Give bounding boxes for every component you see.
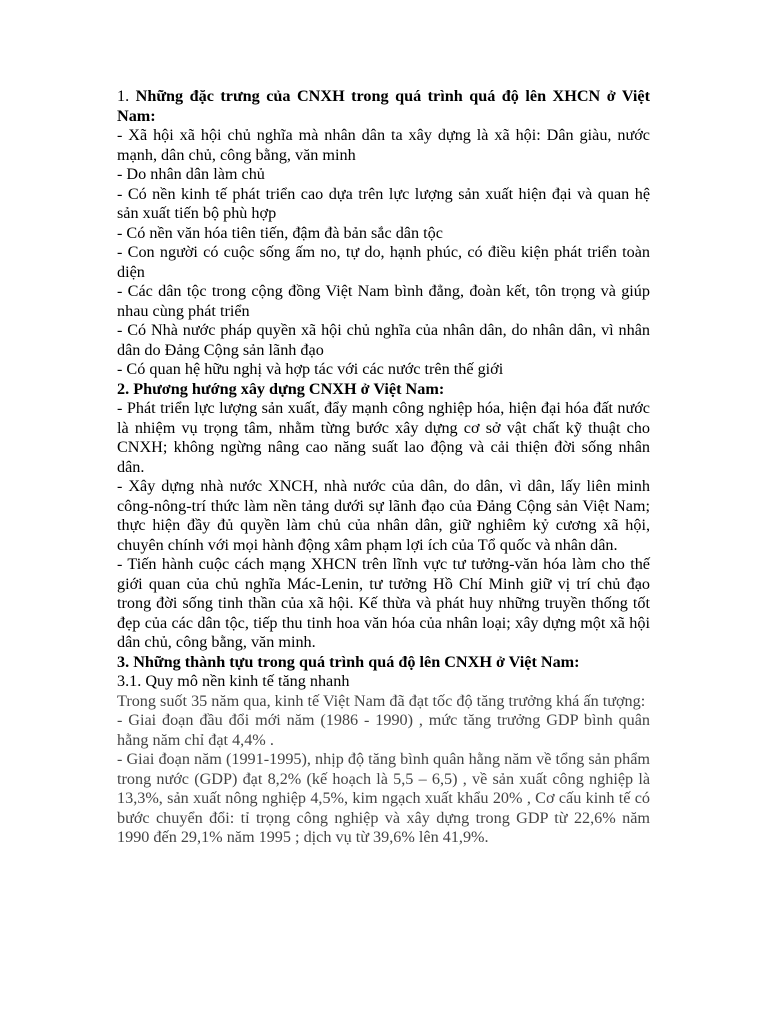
section1-number: 1. (117, 87, 136, 105)
section2-item: - Tiến hành cuộc cách mạng XHCN trên lĩnh vực tư tưởng-văn hóa làm cho thế giới quan của chủ nghĩa Mác-Lenin, tư tưởng Hồ Chí Minh giữ vị trí chủ đạo trong đời sống tinh thần của xã hội. Kế thừa và phát huy những truyền thống tốt đẹp của các dân tộc, tiếp thu tinh hoa văn hóa của nhân loại; xây dựng một xã hội dân chủ, công bằng, văn minh. (117, 555, 650, 651)
section3-item: - Giai đoạn năm (1991-1995), nhịp độ tăng bình quân hằng năm về tổng sản phẩm trong nước (GDP) đạt 8,2% (kế hoạch là 5,5 – 6,5) , về sản xuất công nghiệp là 13,3%, sản xuất nông nghiệp 4,5%, kim ngạch xuất khẩu 20% , Cơ cấu kinh tế có bước chuyển đổi: tỉ trọng công nghiệp và xây dựng trong GDP từ 22,6% năm 1990 đến 29,1% năm 1995 ; dịch vụ từ 39,6% lên 41,9%. (117, 750, 650, 846)
section3-item: Trong suốt 35 năm qua, kinh tế Việt Nam đã đạt tốc độ tăng trưởng khá ấn tượng: (117, 691, 646, 710)
section2-item: - Xây dựng nhà nước XNCH, nhà nước của dân, do dân, vì dân, lấy liên minh công-nông-trí thức làm nền tảng dưới sự lãnh đạo của Đảng Cộng sản Việt Nam; thực hiện đầy đủ quyền làm chủ của nhân dân, giữ nghiêm kỷ cương xã hội, chuyên chính với mọi hành động xâm phạm lợi ích của Tổ quốc và nhân dân. (117, 477, 650, 554)
section1-item: - Xã hội xã hội chủ nghĩa mà nhân dân ta xây dựng là xã hội: Dân giàu, nước mạnh, dân chủ, công bằng, văn minh (117, 126, 650, 164)
section2-heading: 2. Phương hướng xây dựng CNXH ở Việt Nam: (117, 379, 445, 398)
section2-item: - Phát triển lực lượng sản xuất, đẩy mạnh công nghiệp hóa, hiện đại hóa đất nước là nhiệm vụ trọng tâm, nhằm từng bước xây dựng cơ sở vật chất kỹ thuật cho CNXH; không ngừng nâng cao năng suất lao động và cải thiện đời sống nhân dân. (117, 399, 650, 476)
section1-item: - Do nhân dân làm chủ (117, 165, 265, 183)
section3-item: - Giai đoạn đầu đổi mới năm (1986 - 1990) , mức tăng trưởng GDP bình quân hằng năm chỉ đạt 4,4% . (117, 711, 650, 749)
section3-heading: 3. Những thành tựu trong quá trình quá độ lên CNXH ở Việt Nam: (117, 652, 580, 671)
section1-item: - Các dân tộc trong cộng đồng Việt Nam bình đẳng, đoàn kết, tôn trọng và giúp nhau cùng phát triển (117, 282, 650, 320)
section1-item: - Có nền kinh tế phát triển cao dựa trên lực lượng sản xuất hiện đại và quan hệ sản xuất tiến bộ phù hợp (117, 184, 650, 222)
section3-subheading: 3.1. Quy mô nền kinh tế tăng nhanh (117, 672, 350, 690)
section1-item: - Con người có cuộc sống ấm no, tự do, hạnh phúc, có điều kiện phát triển toàn diện (117, 243, 650, 281)
section1-item: - Có Nhà nước pháp quyền xã hội chủ nghĩa của nhân dân, do nhân dân, vì nhân dân do Đảng Cộng sản lãnh đạo (117, 321, 650, 359)
section1-heading (117, 87, 650, 126)
section1-item: - Có quan hệ hữu nghị và hợp tác với các nước trên thế giới (117, 360, 504, 378)
section1-title: Những đặc trưng của CNXH trong quá trình quá độ lên XHCN ở Việt Nam: (117, 87, 651, 125)
section1-item: - Có nền văn hóa tiên tiến, đậm đà bản sắc dân tộc (117, 223, 443, 242)
